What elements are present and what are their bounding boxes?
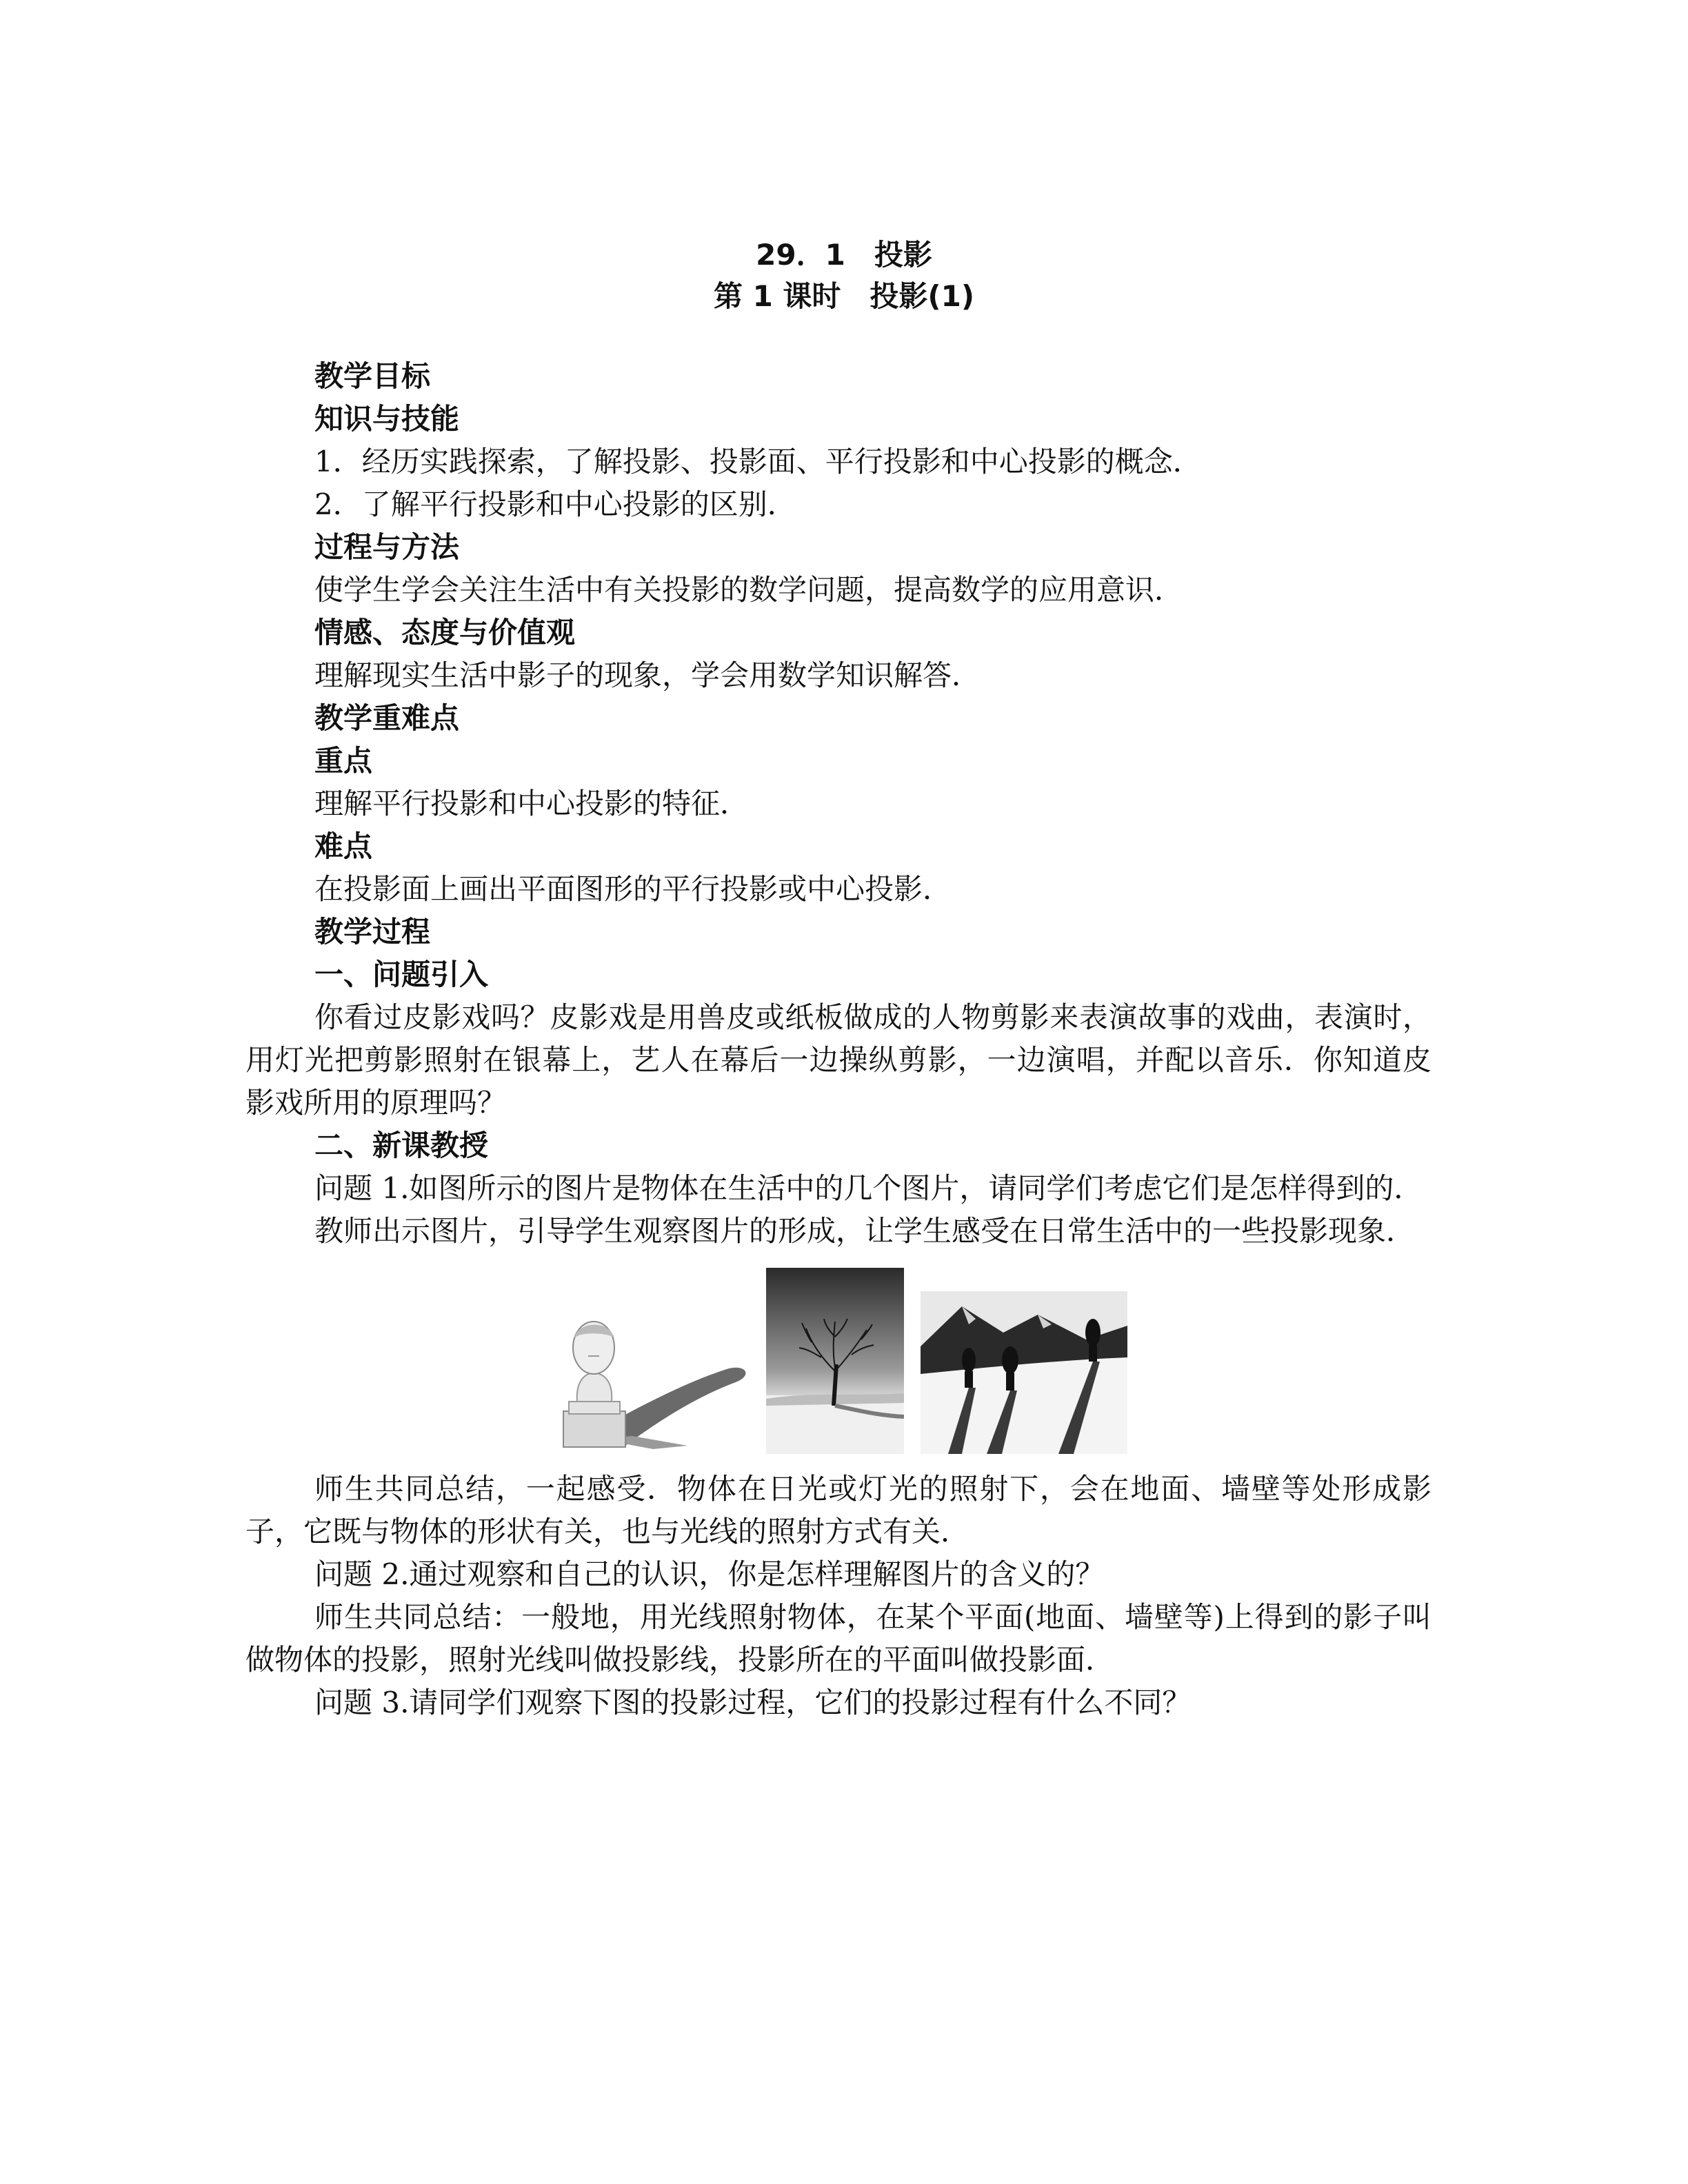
lesson-title: 第 1 课时 投影(1) — [713, 279, 975, 313]
summary-1: 师生共同总结，一起感受．物体在日光或灯光的照射下，会在地面、墙壁等处形成影子，它既与物体的形状有关，也与光线的照射方式有关． — [245, 1472, 1431, 1548]
key-heading: 重点 — [314, 744, 373, 778]
teacher-instruction: 教师出示图片，引导学生观察图片的形成，让学生感受在日常生活中的一些投影现象． — [314, 1214, 1416, 1248]
emotion-text: 理解现实生活中影子的现象，学会用数学知识解答． — [314, 658, 981, 692]
knowledge-item-1: 1．经历实践探索，了解投影、投影面、平行投影和中心投影的概念． — [314, 445, 1202, 478]
knowledge-item-2: 2．了解平行投影和中心投影的区别． — [314, 487, 796, 521]
tree-snow-image — [766, 1268, 904, 1454]
lesson-content — [245, 355, 1431, 1724]
skiers-shadow-image — [921, 1291, 1127, 1454]
key-text: 理解平行投影和中心投影的特征． — [314, 787, 750, 820]
bust-shadow-image — [550, 1308, 750, 1454]
question-2: 问题 2.通过观察和自己的认识，你是怎样理解图片的含义的？ — [314, 1557, 1105, 1591]
difficult-text: 在投影面上画出平面图形的平行投影或中心投影． — [314, 872, 952, 906]
question-3: 问题 3.请同学们观察下图的投影过程，它们的投影过程有什么不同？ — [314, 1686, 1192, 1719]
emotion-heading: 情感、态度与价值观 — [314, 616, 576, 649]
part1-heading: 一、问题引入 — [314, 958, 489, 991]
process-heading: 过程与方法 — [314, 530, 460, 564]
difficult-heading: 难点 — [314, 829, 373, 863]
question-1: 问题 1.如图所示的图片是物体在生活中的几个图片，请同学们考虑它们是怎样得到的． — [314, 1171, 1423, 1205]
part2-heading: 二、新课教授 — [314, 1129, 489, 1162]
figure-row — [245, 1264, 1431, 1454]
part1-text: 你看过皮影戏吗？皮影戏是用兽皮或纸板做成的人物剪影来表演故事的戏曲，表演时，用灯光把剪影照射在银幕上，艺人在幕后一边操纵剪影，一边演唱，并配以音乐．你知道皮影戏所用的原理吗？ — [245, 1000, 1431, 1120]
summary-2: 师生共同总结：一般地，用光线照射物体，在某个平面(地面、墙壁等)上得到的影子叫做物体的投影，照射光线叫做投影线，投影所在的平面叫做投影面． — [245, 1600, 1431, 1677]
objectives-heading: 教学目标 — [314, 359, 431, 393]
teaching-process-heading: 教学过程 — [314, 915, 431, 949]
process-text: 使学生学会关注生活中有关投影的数学问题，提高数学的应用意识． — [314, 573, 1184, 607]
key-difficult-heading: 教学重难点 — [314, 701, 460, 735]
knowledge-heading: 知识与技能 — [314, 402, 460, 436]
section-title: 29．1 投影 — [756, 238, 932, 272]
